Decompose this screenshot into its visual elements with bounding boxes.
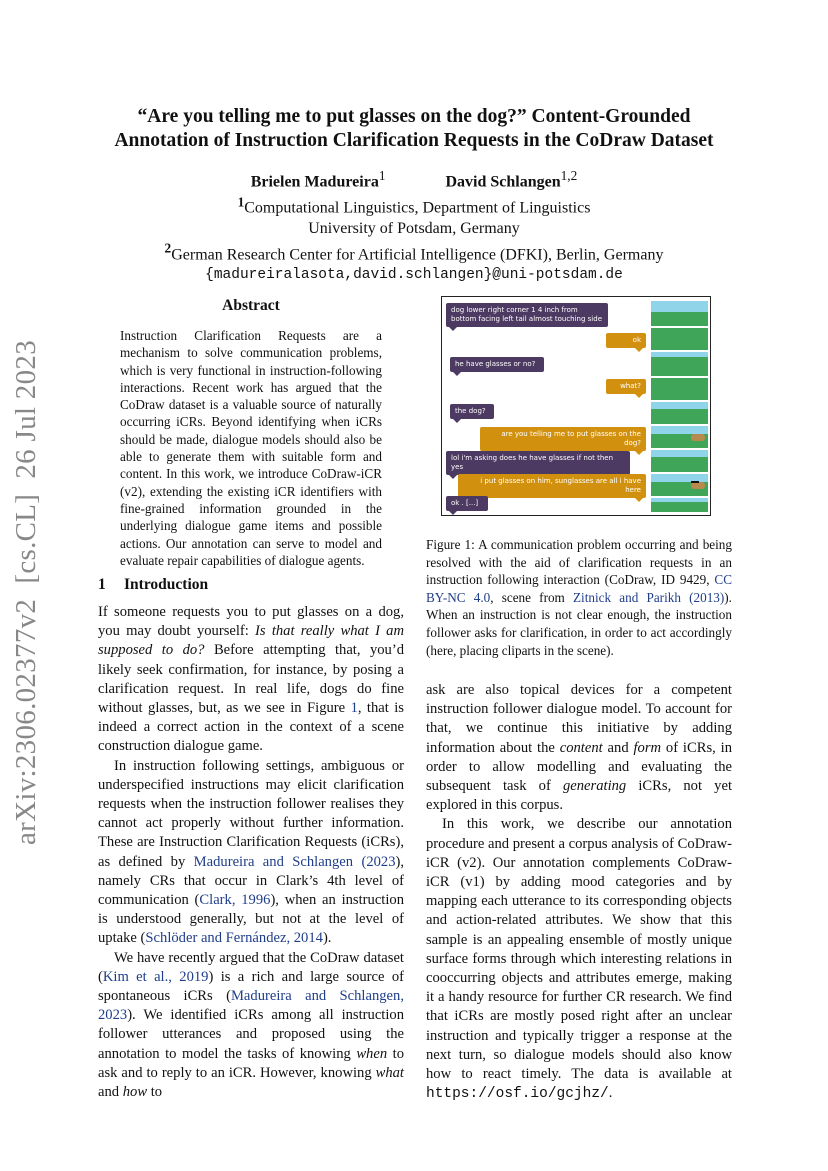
- paragraph: ask are also topical devices for a competent instruction follower dialogue model. To account for that, we continue this initiative by adding information about the content and form of iCRs, in order to allow modelling and evaluating the subsequent task of generating iCRs, not yet explored in this corpus.: [426, 682, 732, 814]
- arxiv-id: arXiv:2306.02377v2: [10, 598, 42, 845]
- license-link[interactable]: CC BY-NC 4.0: [426, 572, 732, 605]
- citation-link[interactable]: Clark, 1996: [199, 892, 271, 909]
- paper-title: [60, 105, 768, 153]
- paragraph: In this work, we describe our annotation procedure and present a corpus analysis of CoDraw-iCR (v2). Our annotation complements CoDraw-iCR (v1) by adding mood categories and by mapping each utterance to its corresponding objects and action-related attributes. We show that this sample is an appealing ensemble of mostly unique surface forms through which interesting relations in cooccurring objects and attributes emerge, making it a handy resource for further CR research. We find that iCRs are mostly posed right after an unclear instruction and typically trigger a response at the next turn, so dialogue models should also know how to react timely. The data is available at https://osf.io/gcjhz/.: [426, 816, 732, 1103]
- abstract-text: Instruction Clarification Requests are a mechanism to solve communication problems, which is very functional in instruction-following interactions. Recent work has argued that the CoDraw dataset is a valuable source of naturally occurring iCRs. Beyond identifying when iCRs should be made, dialogue models should also be able to generate them with suitable form and content. In this work, we introduce CoDraw-iCR (v2), extending the existing iCR identifiers with fine-grained information grounded in the underlying dialogue game items and possible actions. Our annotation can serve to model and evaluate repair capabilities of dialogue agents.: [120, 328, 382, 568]
- scene-thumbnail: [651, 450, 708, 472]
- figure-ref-link[interactable]: 1: [350, 700, 358, 717]
- scene-thumbnail: [651, 328, 708, 350]
- chat-bubble-instructor: ok . [...]: [446, 496, 488, 511]
- author-names: [60, 166, 768, 192]
- author-emails: {madureiralasota,david.schlangen}@uni-potsdam.de: [205, 266, 623, 283]
- section-title: Introduction: [124, 576, 209, 593]
- chat-bubble-instructor: dog lower right corner 1 4 inch from bottom facing left tail almost touching side: [446, 303, 608, 327]
- author-1-name: Brielen Madureira: [250, 173, 379, 191]
- section-number: 1: [98, 576, 106, 593]
- citation-link[interactable]: Madureira and Schlangen, 2023: [98, 988, 404, 1024]
- sunglasses-clipart: [691, 481, 699, 483]
- author-2-name: David Schlangen: [445, 173, 561, 191]
- dog-clipart: [691, 434, 705, 441]
- scene-thumbnail: [651, 426, 708, 448]
- scene-thumbnail: [651, 498, 708, 512]
- scene-thumbnail: [651, 352, 708, 376]
- citation-link[interactable]: Kim et al., 2019: [102, 968, 209, 985]
- right-column: [426, 681, 732, 1104]
- scene-thumbnail: [651, 378, 708, 400]
- arxiv-category: [cs.CL]: [10, 493, 42, 584]
- chat-bubble-instructor: lol i'm asking does he have glasses if not then yes: [446, 451, 630, 475]
- left-column: [98, 603, 404, 1102]
- paragraph: If someone requests you to put glasses on a dog, you may doubt yourself: Is that really what I am supposed to do? Before attempting that, you’d likely seek confirmation, for instance, by posing a clarification request. In real life, dogs do fine without glasses, but, as we see in Figure 1, that is indeed a correct action in the context of a scene construction dialogue game.: [98, 604, 405, 755]
- chat-bubble-follower: i put glasses on him, sunglasses are all i have here: [458, 474, 646, 498]
- scene-thumbnail: [651, 474, 708, 496]
- chat-bubble-instructor: the dog?: [450, 404, 494, 419]
- data-url-link[interactable]: https://osf.io/gcjhz/: [426, 1086, 609, 1103]
- dog-clipart: [691, 482, 705, 489]
- citation-link[interactable]: Madureira and Schlangen (2023: [193, 853, 396, 870]
- chat-bubble-follower: are you telling me to put glasses on the dog?: [480, 427, 646, 451]
- scene-thumbnail: [651, 301, 708, 326]
- figure-caption: Figure 1: A communication problem occurring and being resolved with the aid of clarification requests in an instruction following interaction (CoDraw, ID 9429, CC BY-NC 4.0, scene from Zitnick and Parikh (2013)). When an instruction is not clear enough, the instruction follower asks for clarification, in order to act accordingly (here, placing cliparts in the scene).: [426, 537, 732, 658]
- chat-bubble-follower: ok: [606, 333, 646, 348]
- affiliation-1-location: University of Potsdam, Germany: [308, 219, 520, 237]
- author-1-affil: 1: [378, 168, 386, 183]
- chat-bubble-instructor: he have glasses or no?: [450, 357, 544, 372]
- title-line-1: “Are you telling me to put glasses on the dog?” Content-Grounded: [137, 106, 691, 127]
- chat-bubble-follower: what?: [606, 379, 646, 394]
- affiliation-1: $^1$Computational Linguistics, Department of Linguistics: [237, 194, 591, 217]
- arxiv-stamp: [10, 339, 43, 845]
- abstract-heading: Abstract: [222, 297, 280, 314]
- figure-1: [441, 296, 711, 516]
- paragraph: In instruction following settings, ambiguous or underspecified instructions may elicit clarification requests when the instruction follower realises they cannot act properly without further information. These are Instruction Clarification Requests (iCRs), as defined by Madureira and Schlangen (2023), namely CRs that occur in Clark’s 4th level of communication (Clark, 1996), when an instruction is understood generally, but not at the level of uptake (Schlöder and Fernández, 2014).: [98, 757, 405, 947]
- title-line-2: Annotation of Instruction Clarification Requests in the CoDraw Dataset: [114, 130, 714, 151]
- scene-thumbnail: [651, 402, 708, 424]
- author-block: [60, 166, 768, 285]
- section-heading: [98, 576, 208, 594]
- paragraph: We have recently argued that the CoDraw dataset (Kim et al., 2019) is a rich and large source of spontaneous iCRs (Madureira and Schlangen, 2023). We identified iCRs among all instruction follower utterances and proposed using the annotation to model the tasks of knowing when to ask and to reply to an iCR. However, knowing what and how to: [98, 949, 404, 1101]
- citation-link[interactable]: Schlöder and Fernández, 2014: [145, 930, 323, 947]
- affiliation-2: $^2$German Research Center for Artificial Intelligence (DFKI), Berlin, Germany: [164, 240, 664, 263]
- author-2-affil: 1,2: [560, 168, 578, 183]
- arxiv-date: 26 Jul 2023: [10, 339, 42, 479]
- citation-link[interactable]: Zitnick and Parikh (2013): [573, 589, 725, 605]
